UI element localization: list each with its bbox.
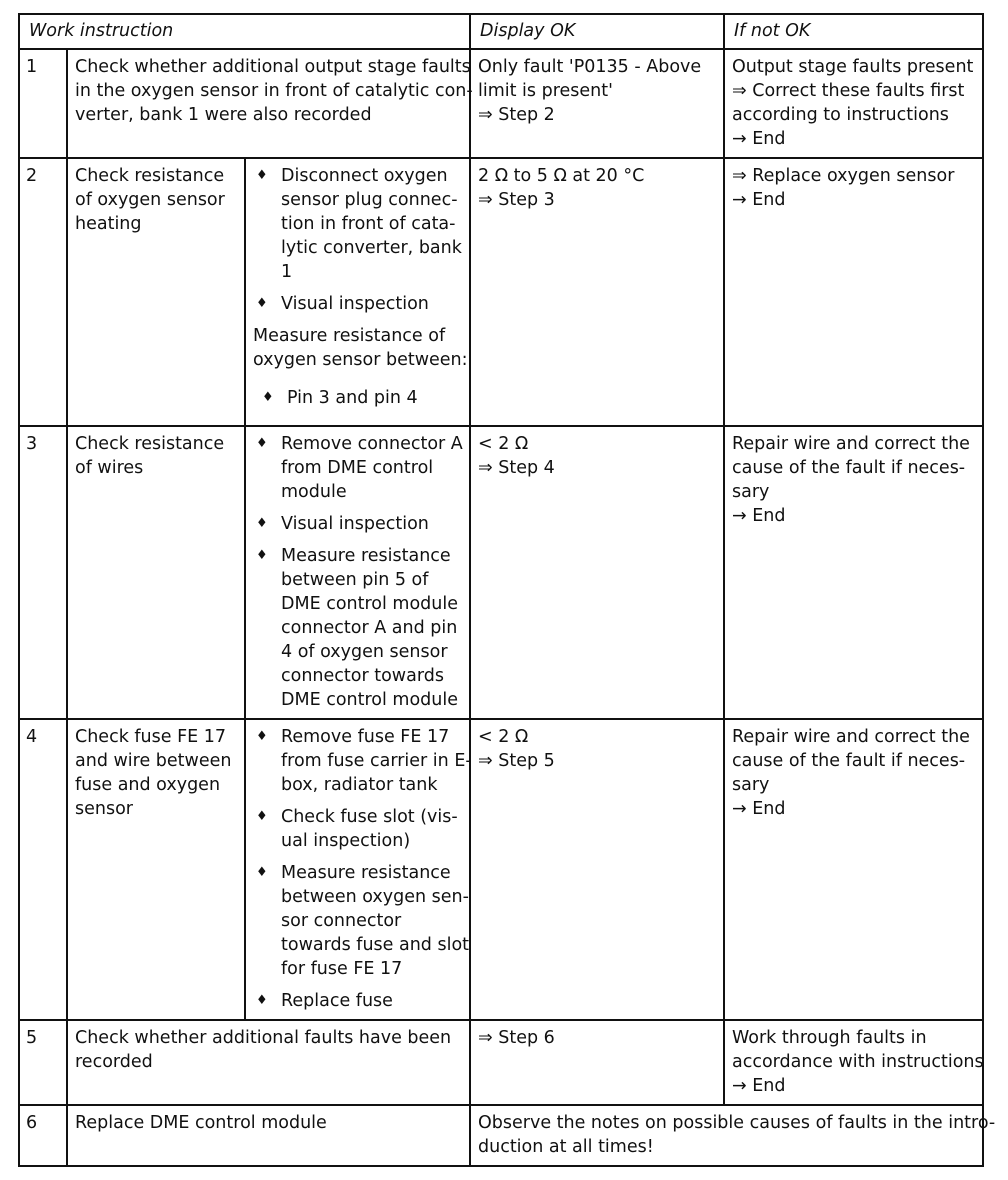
table-row-step-5 (19, 1020, 983, 1105)
actions-cell (245, 426, 470, 719)
instruction-cell (67, 49, 473, 158)
text-line: ⇒ Step 3 (478, 190, 555, 210)
text-line: Check resistance (75, 166, 225, 186)
text-line: recorded (75, 1052, 153, 1072)
display-ok-cell (470, 1020, 724, 1105)
display-ok-cell (470, 158, 724, 426)
text-line: → End (732, 506, 786, 526)
text-line: ⇒ Step 4 (478, 458, 555, 478)
instruction-cell (67, 1105, 470, 1166)
text-line: sary (732, 482, 770, 502)
table-row-step-2 (19, 158, 983, 426)
table-row-step-3 (19, 426, 983, 719)
text-line: → End (732, 129, 786, 149)
text-line: fuse and oxygen (75, 775, 221, 795)
list-item: ♦ Replace fuse (253, 989, 462, 1013)
note-cell (470, 1105, 996, 1166)
step-number: 5 (19, 1020, 67, 1105)
step-number: 3 (19, 426, 67, 719)
list-item: ♦ Check fuse slot (vis- ual inspection) (253, 805, 462, 853)
list-item: ♦ Visual inspection (253, 292, 462, 316)
text-line: → End (732, 1076, 786, 1096)
check-cell (67, 158, 245, 426)
text-line: sary (732, 775, 770, 795)
check-cell (67, 426, 245, 719)
text-line: ⇒ Replace oxygen sensor (732, 166, 955, 186)
text-line: Check whether additional output stage faults (75, 57, 471, 77)
action-list (253, 725, 472, 1013)
if-not-ok-cell (724, 426, 983, 719)
header-if-not-ok: If not OK (724, 14, 983, 49)
header-work-instruction: Work instruction (19, 14, 470, 49)
text-line: → End (732, 799, 786, 819)
actions-cell (245, 719, 470, 1020)
action-list (253, 432, 462, 712)
text-line: duction at all times! (478, 1137, 654, 1157)
action-list (253, 386, 462, 410)
text-line: sensor (75, 799, 133, 819)
work-instruction-table (18, 13, 996, 1167)
text-line: < 2 Ω (478, 727, 529, 747)
display-ok-cell (470, 426, 724, 719)
text-line: → End (732, 190, 786, 210)
text-line: 2 Ω to 5 Ω at 20 °C (478, 166, 645, 186)
text-line: Replace DME control module (75, 1113, 327, 1133)
list-item: ♦ Disconnect oxygen sensor plug connec- tion in front of cata- lytic converter, bank 1 (253, 164, 462, 284)
list-item: ♦ Visual inspection (253, 512, 462, 536)
list-item: ♦ Remove fuse FE 17 from fuse carrier in E- box, radiator tank (253, 725, 462, 797)
table-row-step-1 (19, 49, 983, 158)
text-line: cause of the fault if neces- (732, 458, 966, 478)
text-line: of oxygen sensor (75, 190, 225, 210)
text-line: limit is present' (478, 81, 613, 101)
list-item: ♦ Pin 3 and pin 4 (259, 386, 462, 410)
text-line: Check whether additional faults have been (75, 1028, 452, 1048)
instruction-cell (67, 1020, 470, 1105)
text-line: Check resistance (75, 434, 225, 454)
display-ok-cell (470, 49, 724, 158)
text-line: ⇒ Step 2 (478, 105, 555, 125)
if-not-ok-cell (724, 49, 983, 158)
step-number: 4 (19, 719, 67, 1020)
if-not-ok-cell (724, 158, 983, 426)
list-item: ♦ Measure resistance between oxygen sen- sor connector towards fuse and slot for fuse FE 17 (253, 861, 462, 981)
text-line: Repair wire and correct the (732, 727, 970, 747)
header-row (19, 14, 983, 49)
if-not-ok-cell (724, 719, 983, 1020)
action-list (253, 164, 462, 316)
list-item: ♦ Remove connector A from DME control module (253, 432, 462, 504)
text-line: ⇒ Step 6 (478, 1028, 555, 1048)
text-line: in the oxygen sensor in front of catalytic con- (75, 81, 473, 101)
text-line: cause of the fault if neces- (732, 751, 966, 771)
text-line: accordance with instructions (732, 1052, 984, 1072)
text-line: heating (75, 214, 142, 234)
text-line: verter, bank 1 were also recorded (75, 105, 372, 125)
text-line: Repair wire and correct the (732, 434, 970, 454)
text-line: of wires (75, 458, 144, 478)
text-line: Check fuse FE 17 (75, 727, 227, 747)
text-line: ⇒ Step 5 (478, 751, 555, 771)
step-number: 2 (19, 158, 67, 426)
step-number: 6 (19, 1105, 67, 1166)
measure-note: Measure resistance of oxygen sensor between: (253, 326, 468, 370)
list-item: ♦ Measure resistance between pin 5 of DME control module connector A and pin 4 of oxygen sensor connector towards DME control module (253, 544, 462, 712)
text-line: Work through faults in (732, 1028, 927, 1048)
actions-cell (245, 158, 470, 426)
text-line: ⇒ Correct these faults first (732, 81, 965, 101)
check-cell (67, 719, 245, 1020)
display-ok-cell (470, 719, 724, 1020)
header-display-ok: Display OK (470, 14, 724, 49)
table-row-step-6 (19, 1105, 983, 1166)
text-line: according to instructions (732, 105, 949, 125)
text-line: Observe the notes on possible causes of faults in the intro- (478, 1113, 996, 1133)
text-line: and wire between (75, 751, 232, 771)
step-number: 1 (19, 49, 67, 158)
text-line: Output stage faults present (732, 57, 974, 77)
text-line: < 2 Ω (478, 434, 529, 454)
if-not-ok-cell (724, 1020, 983, 1105)
text-line: Only fault 'P0135 - Above (478, 57, 702, 77)
table-row-step-4 (19, 719, 983, 1020)
